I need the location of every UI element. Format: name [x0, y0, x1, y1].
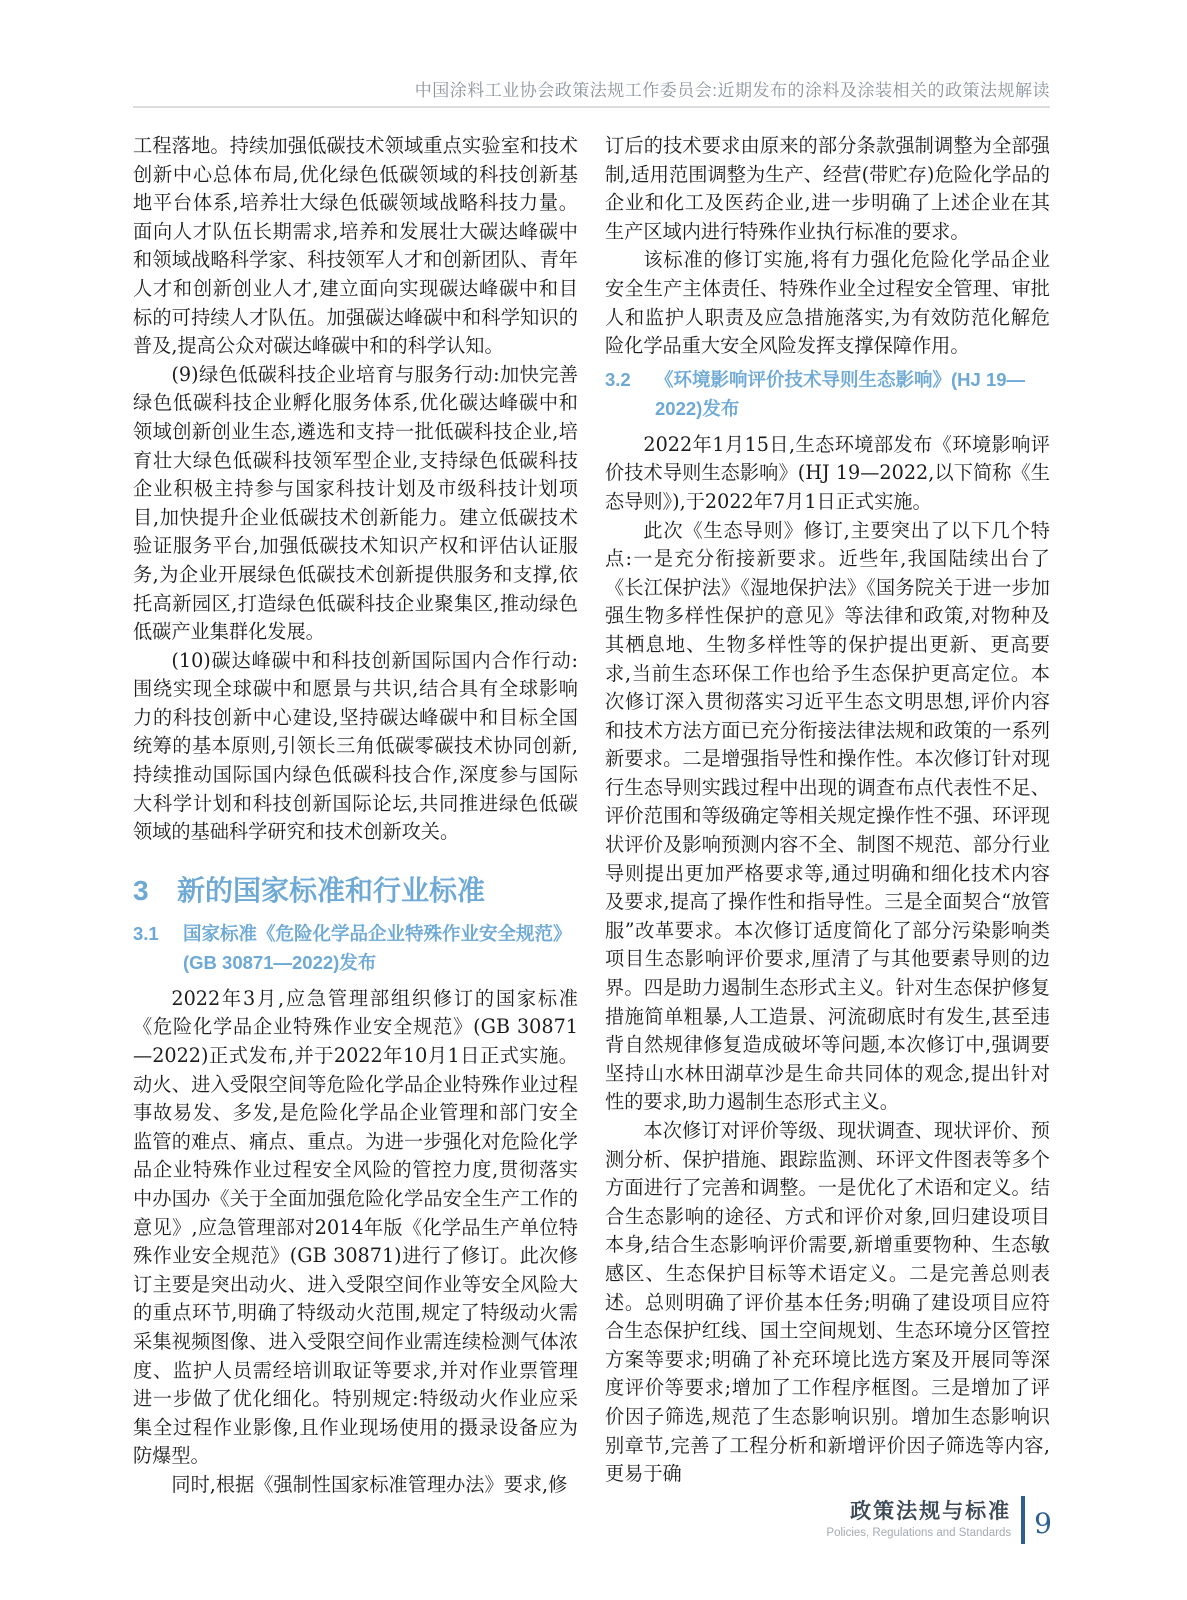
subsection-number: 3.2	[605, 368, 631, 390]
header-divider	[133, 106, 1050, 108]
subsection-heading-3-2	[605, 365, 1050, 423]
section-number: 3	[133, 874, 149, 906]
paragraph-revision-adjustments: 本次修订对评价等级、现状调查、现状评价、预测分析、保护措施、跟踪监测、环评文件图表等多个方面进行了完善和调整。一是优化了术语和定义。结合生态影响的途径、方式和评价对象,回归建设项目本身,结合生态影响评价需要,新增重要物种、生态敏感区、生态保护目标等术语定义。二是完善总则表述。总则明确了评价基本任务;明确了建设项目应符合生态保护红线、国土空间规划、生态环境分区管控方案等要求;明确了补充环境比选方案及开展同等深度评价等要求;增加了工作程序框图。三是增加了评价因子筛选,规范了生态影响识别。增加生态影响识别章节,完善了工程分析和新增评价因子筛选等内容,更易于确	[605, 1119, 1050, 1486]
paragraph-hj19-release: 2022年1月15日,生态环境部发布《环境影响评价技术导则生态影响》(HJ 19—2022,以下简称《生态导则》),于2022年7月1日正式实施。	[605, 432, 1050, 513]
footer-divider-bar	[1021, 1496, 1025, 1544]
subsection-number: 3.1	[133, 922, 159, 944]
paragraph-technical-requirements: 订后的技术要求由原来的部分条款强制调整为全部强制,适用范围调整为生产、经营(带贮存)危险化学品的企业和化工及医药企业,进一步明确了上述企业在其生产区域内进行特殊作业执行标准的要求。	[605, 134, 1050, 243]
paragraph-carbon-engineering: 工程落地。持续加强低碳技术领域重点实验室和技术创新中心总体布局,优化绿色低碳领域的科技创新基地平台体系,培养壮大绿色低碳领域战略科技力量。面向人才队伍长期需求,培养和发展壮大碳达峰碳中和领域战略科学家、科技领军人才和创新团队、青年人才和创新创业人才,建立面向实现碳达峰碳中和目标的可持续人才队伍。加强碳达峰碳中和科学知识的普及,提高公众对碳达峰碳中和的科学认知。	[133, 134, 578, 358]
subsection-title: 国家标准《危险化学品企业特殊作业安全规范》(GB 30871—2022)发布	[183, 922, 572, 973]
paragraph-item-10: (10)碳达峰碳中和科技创新国际国内合作行动:围绕实现全球碳中和愿景与共识,结合具有全球影响力的科技创新中心建设,坚持碳达峰碳中和目标全国统筹的基本原则,引领长三角低碳零碳技术协同创新,持续推动国际国内绿色低碳科技合作,深度参与国际大科学计划和科技创新国际论坛,共同推进绿色低碳领域的基础科学研究和技术创新攻关。	[133, 648, 578, 844]
paragraph-revision-features: 此次《生态导则》修订,主要突出了以下几个特点:一是充分衔接新要求。近些年,我国陆续出台了《长江保护法》《湿地保护法》《国务院关于进一步加强生物多样性保护的意见》等法律和政策,对物种及其栖息地、生物多样性等的保护提出更新、更高要求,当前生态环保工作也给予生态保护更高定位。本次修订深入贯彻落实习近平生态文明思想,评价内容和技术方法方面已充分衔接法律法规和政策的一系列新要求。二是增强指导性和操作性。本次修订针对现行生态导则实践过程中出现的调查布点代表性不足、评价范围和等级确定等相关规定操作性不强、环评现状评价及影响预测内容不全、制图不规范、部分行业导则提出更加严格要求等,通过明确和细化技术内容及要求,提高了操作性和指导性。三是全面契合“放管服”改革要求。本次修订适度简化了部分污染影响类项目生态影响评价要求,厘清了与其他要素导则的边界。四是助力遏制生态形式主义。针对生态保护修复措施简单粗暴,人工造景、河流砌底时有发生,甚至违背自然规律修复造成破坏等问题,本次修订中,强调要坚持山水林田湖草沙是生命共同体的观念,提出针对性的要求,助力遏制生态形式主义。	[605, 518, 1050, 1114]
subsection-title: 《环境影响评价技术导则生态影响》(HJ 19—2022)发布	[655, 368, 1026, 419]
footer-title-cn: 政策法规与标准	[850, 1500, 1012, 1523]
subsection-heading-3-1	[133, 919, 578, 977]
footer-title-en: Policies, Regulations and Standards	[826, 1527, 1012, 1539]
paragraph-gb30871-revision: 2022年3月,应急管理部组织修订的国家标准《危险化学品企业特殊作业安全规范》(GB 30871—2022)正式发布,并于2022年10月1日正式实施。动火、进入受限空间等危险化学品企业特殊作业过程事故易发、多发,是危险化学品企业管理和部门安全监管的难点、痛点、重点。为进一步强化对危险化学品企业特殊作业过程安全风险的管控力度,贯彻落实中办国办《关于全面加强危险化学品安全生产工作的意见》,应急管理部对2014年版《化学品生产单位特殊作业安全规范》(GB 30871)进行了修订。此次修订主要是突出动火、进入受限空间作业等安全风险大的重点环节,明确了特级动火范围,规定了特级动火需采集视频图像、进入受限空间作业需连续检测气体浓度、监护人员需经培训取证等要求,并对作业票管理进一步做了优化细化。特别规定:特级动火作业应采集全过程作业影像,且作业现场使用的摄录设备应为防爆型。	[133, 986, 578, 1468]
section-heading-3	[133, 873, 578, 909]
paragraph-meanwhile: 同时,根据《强制性国家标准管理办法》要求,修	[171, 1472, 568, 1496]
footer-section-name	[826, 1499, 1011, 1541]
left-column	[133, 132, 578, 1500]
right-column	[605, 132, 1050, 1489]
page-footer	[826, 1496, 1052, 1544]
section-title: 新的国家标准和行业标准	[177, 874, 486, 906]
running-header: 中国涂料工业协会政策法规工作委员会:近期发布的涂料及涂装相关的政策法规解读	[414, 81, 1050, 100]
page-number: 9	[1034, 1506, 1052, 1540]
paragraph-item-9: (9)绿色低碳科技企业培育与服务行动:加快完善绿色低碳科技企业孵化服务体系,优化碳达峰碳中和领域创新创业生态,遴选和支持一批低碳科技企业,培育壮大绿色低碳科技领军型企业,支持绿色低碳科技企业积极主持参与国家科技计划及市级科技计划项目,加快提升企业低碳技术创新能力。建立低碳技术验证服务平台,加强低碳技术知识产权和评估认证服务,为企业开展绿色低碳技术创新提供服务和支撑,依托高新园区,打造绿色低碳科技企业聚集区,推动绿色低碳产业集群化发展。	[133, 362, 578, 644]
paragraph-standard-effect: 该标准的修订实施,将有力强化危险化学品企业安全生产主体责任、特殊作业全过程安全管理、审批人和监护人职责及应急措施落实,为有效防范化解危险化学品重大安全风险发挥支撑保障作用。	[605, 248, 1050, 358]
